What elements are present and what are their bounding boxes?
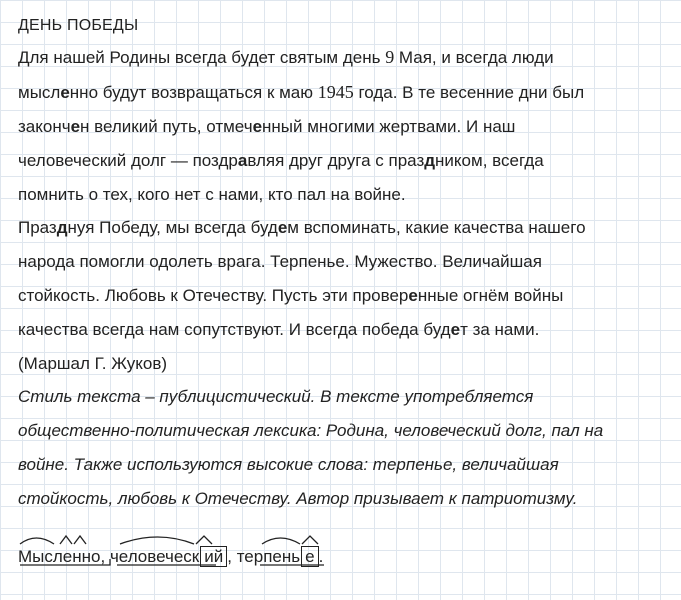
analysis-line-4: стойкость, любовь к Отечеству. Автор призывает к патриотизму. [18,489,578,508]
text-line-4: человеческий долг — поздравляя друг друга с праздником, всегда [18,151,544,170]
text-line-2: мысленно будут возвращаться к маю 1945 года. В те весенние дни был [18,82,585,102]
morpheme-marks [18,532,378,572]
morpheme-analysis: Мысленно, человеческ ий , терпень е . [18,546,323,576]
root-arc-icon [20,538,54,544]
highlighted-letter: е [60,83,70,102]
word-myslenno: Мысленно [18,547,101,566]
highlighted-letter: а [237,151,248,170]
analysis-line-1: Стиль текста – публицистический. В тексте употребляется [18,387,534,406]
text-line-9: качества всегда нам сопутствуют. И всегда победа будет за нами. [18,320,540,339]
ending-box: е [301,546,318,567]
text-line-5: помнить о тех, кого нет с нами, кто пал на войне. [18,185,406,204]
stem-underline-icon [20,559,110,565]
word-terpenye-stem: терпень [236,547,301,566]
word-chelovecheskiy-stem: человеческ [109,547,200,566]
analysis-line-3: войне. Также используются высокие слова: терпенье, величайшая [18,455,559,474]
highlighted-letter: е [252,117,263,136]
text-line-8: стойкость. Любовь к Отечеству. Пусть эти проверенные огнём войны [18,286,564,305]
number-1945: 1945 [317,82,354,102]
text-line-1: Для нашей Родины всегда будет святым день 9 Мая, и всегда люди [18,47,554,67]
highlighted-letter: д [56,218,68,237]
suffix-mark-icon [302,536,318,544]
ending-box: ий [200,546,227,567]
text-line-7: народа помогли одолеть врага. Терпенье. Мужество. Величайшая [18,252,542,271]
highlighted-letter: е [70,117,81,136]
highlighted-letter: е [277,218,288,237]
suffix-mark-icon [60,536,72,544]
number-9: 9 [385,47,395,67]
root-arc-icon [262,538,300,544]
text-title: ДЕНЬ ПОБЕДЫ [18,17,139,34]
highlighted-letter: е [408,286,418,305]
document [18,14,678,520]
analysis-line-2: общественно-политическая лексика: Родина, человеческий долг, пал на [18,421,604,440]
highlighted-letter: е [450,320,461,339]
text-line-6: Празднуя Победу, мы всегда будем вспоминать, какие качества нашего [18,218,586,237]
text-line-3: закончен великий путь, отмеченный многими жертвами. И наш [18,117,516,136]
suffix-mark-icon [74,536,86,544]
root-arc-icon [120,537,194,544]
text-author: (Маршал Г. Жуков) [18,354,168,373]
suffix-mark-icon [196,536,212,544]
highlighted-letter: д [424,151,436,170]
